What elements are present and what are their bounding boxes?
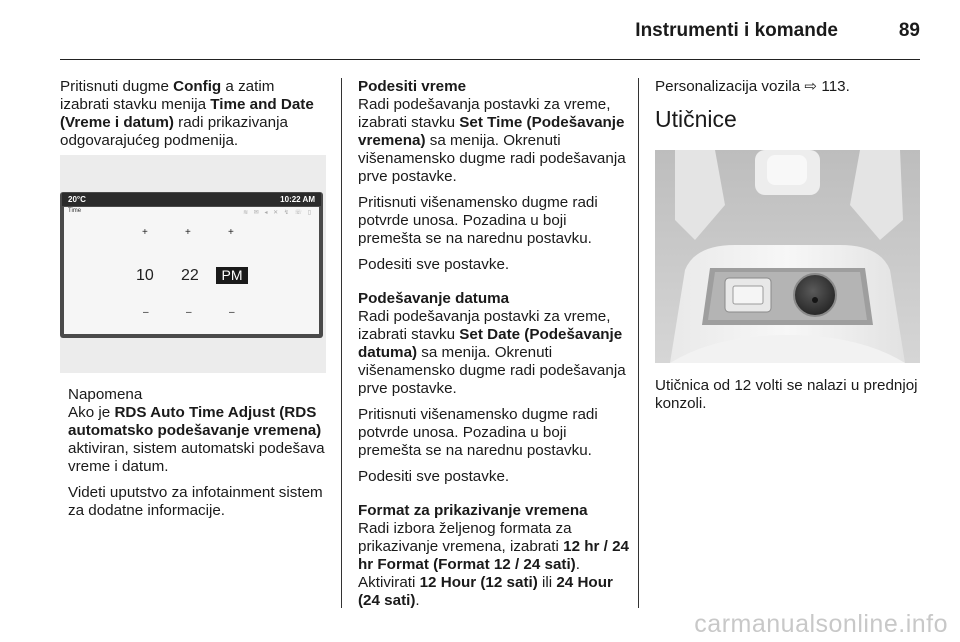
intro-paragraph: Pritisnuti dugme Config a zatim izabrati stavku menija Time and Date (Vreme i datum) radi prikazivanja odgovarajućeg podmenija. (60, 78, 314, 149)
time-settings-figure (60, 155, 326, 373)
column-divider-2 (638, 78, 639, 608)
caption-wrapper (655, 377, 920, 421)
screen-label: Time (68, 208, 82, 214)
note-paragraph-1: Ako je RDS Auto Time Adjust (RDS automatsko podešavanje vremena) aktiviran, sistem automatski podešava vreme i datum. (68, 404, 325, 475)
vehicle-personalization-reference: Personalizacija vozila ⇨ 113. (655, 78, 850, 95)
set-time-paragraph-2: Pritisnuti višenamensko dugme radi potvrde unosa. Pozadina u boji premešta se na narednu postavku. (358, 194, 598, 247)
period-minus-icon: – (229, 307, 235, 318)
note-title: Napomena (68, 386, 143, 403)
status-icons: ≋ ✉ ◂ ✕ ↯ ☏ ▯ (243, 210, 313, 216)
note-block (68, 386, 330, 528)
column-divider-1 (341, 78, 342, 608)
minute-plus-icon: + (185, 227, 191, 238)
page-number: 89 (898, 20, 920, 41)
config-term: Config (173, 78, 222, 95)
figure-caption: Utičnica od 12 volti se nalazi u prednjoj konzoli. (655, 377, 918, 412)
watermark: carmanualsonline.info (694, 610, 948, 638)
page-header (60, 0, 920, 60)
time-format-paragraph: Radi izbora željenog formata za prikazivanje vremena, izabrati 12 hr / 24 hr Format (Format 12 / 24 sati). Aktivirati 12 Hour (12 sati) ili 24 Hour (24 sati). (358, 520, 629, 609)
screen-temperature: 20°C (68, 195, 86, 204)
set-time-heading: Podesiti vreme (358, 78, 467, 95)
period-plus-icon: + (228, 227, 234, 238)
set-time-paragraph-1: Radi podešavanja postavki za vreme, izabrati stavku Set Time (Podešavanje vremena) sa menija. Okrenuti višenamensko dugme radi podešavanja prve postavke. (358, 96, 626, 185)
column-3 (655, 78, 920, 140)
screen-status-bar (62, 193, 321, 206)
infotainment-screen (60, 192, 323, 338)
screen-body (64, 207, 319, 334)
time-and-date-term: Time and Date (Vreme i datum) (60, 96, 314, 131)
hour-minus-icon: – (143, 307, 149, 318)
set-date-paragraph-1: Radi podešavanja postavki za vreme, izabrati stavku Set Date (Podešavanje datuma) sa menija. Okrenuti višenamensko dugme radi podešavanja prve postavke. (358, 308, 626, 397)
hour-value: 10 (136, 267, 154, 284)
minute-value: 22 (181, 267, 199, 284)
rds-term: RDS Auto Time Adjust (RDS automatsko podešavanje vremena) (68, 404, 322, 439)
set-date-paragraph-3: Podesiti sve postavke. (358, 468, 510, 485)
note-paragraph-2: Videti uputstvo za infotainment sistem za dodatne informacije. (68, 484, 323, 519)
hour-plus-icon: + (142, 227, 148, 238)
period-value: PM (216, 267, 248, 284)
column-2 (358, 78, 630, 618)
header-title: Instrumenti i komande (635, 20, 838, 41)
set-date-paragraph-2: Pritisnuti višenamensko dugme radi potvrde unosa. Pozadina u boji premešta se na narednu postavku. (358, 406, 598, 459)
set-date-heading: Podešavanje datuma (358, 290, 510, 307)
column-1 (60, 78, 326, 158)
sockets-section-title: Utičnice (655, 106, 737, 132)
power-outlet-figure (655, 150, 920, 363)
time-format-heading: Format za prikazivanje vremena (358, 502, 588, 519)
screen-clock: 10:22 AM (280, 195, 315, 204)
set-time-paragraph-3: Podesiti sve postavke. (358, 256, 510, 273)
minute-minus-icon: – (186, 307, 192, 318)
power-outlet-illustration (655, 150, 920, 363)
page-reference-arrow-icon: ⇨ (804, 78, 818, 95)
